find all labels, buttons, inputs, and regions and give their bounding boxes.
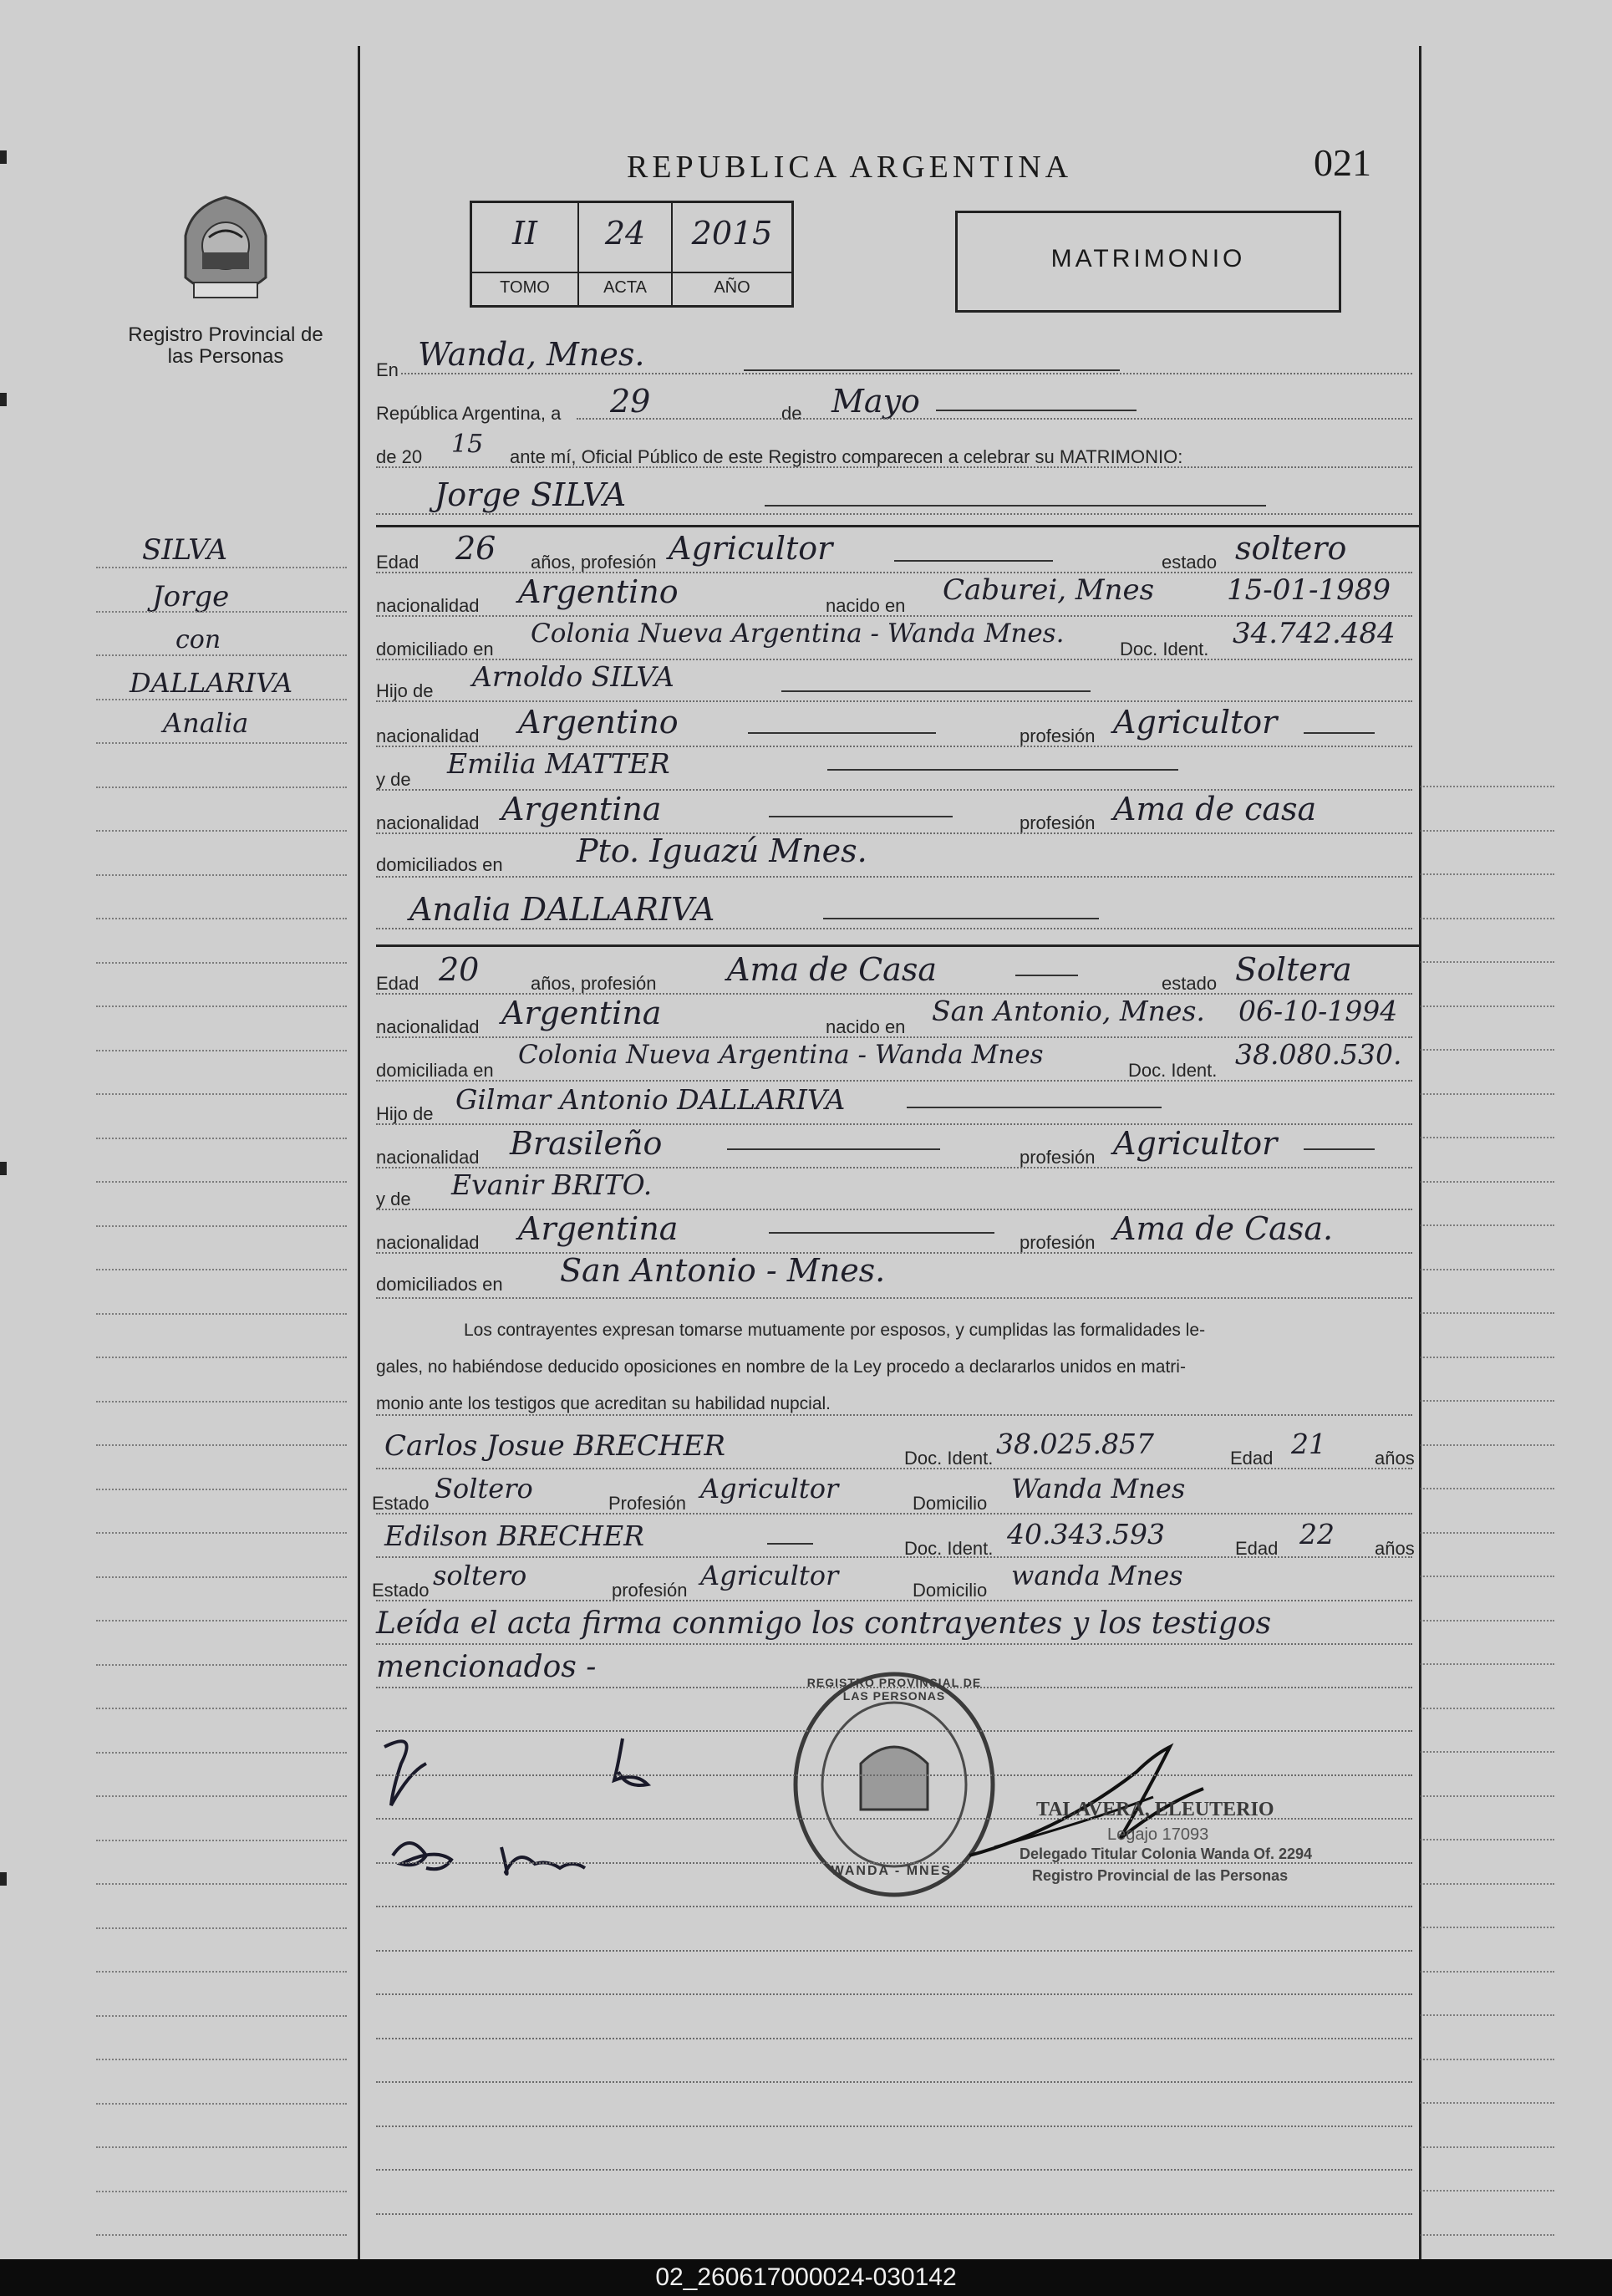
groom-padre-prof-label: profesión [1020,725,1096,746]
tomo-label: TOMO [500,278,550,297]
ruled-line [1421,1532,1554,1534]
ruled-line [96,1489,347,1490]
groom-padre: Arnoldo SILVA [472,660,674,693]
officer-legajo: Legajo 17093 [1107,1825,1209,1844]
ruled-line [96,1708,347,1709]
groom-nac-label: nacionalidad [376,595,480,616]
ante-text: ante mí, Oficial Público de este Registro comparecen a celebrar su MATRIMONIO: [510,446,1183,467]
binder-mark [0,1872,7,1886]
republica-label: República Argentina, a [376,403,562,424]
groom-doc: 34.742.484 [1233,617,1396,650]
ruled-line [376,2169,1412,2171]
groom-edad: 26 [455,530,496,567]
left-column-border [358,46,360,2261]
bride-doms-label: domiciliados en [376,1274,503,1295]
act-reference-box [470,201,794,308]
groom-doc-label: Doc. Ident. [1120,639,1209,659]
folio-number: 021 [1314,141,1371,184]
witness2-edad-label: Edad [1235,1538,1279,1559]
groom-padre-nac: Argentino [518,704,679,741]
officer-registry: Registro Provincial de las Personas [1032,1867,1289,1884]
ruled-line [1421,1049,1554,1051]
witness1-estado-label: Estado [372,1493,430,1514]
act-type-box [955,211,1341,313]
groom-padres-dom: Pto. Iguazú Mnes. [577,832,867,869]
witness2-doc: 40.343.593 [1007,1518,1165,1550]
ruled-line [96,1357,347,1358]
ruled-line [96,1795,347,1797]
ruled-line [96,2015,347,2017]
ruled-line [376,1993,1412,1995]
ruled-line [96,1093,347,1095]
ruled-line [96,787,347,788]
year-prefix: de 20 [376,446,423,467]
bride-madre-prof-label: profesión [1020,1232,1096,1253]
ruled-line [1421,2234,1554,2236]
ruled-line [96,1444,347,1446]
en-label: En [376,359,399,380]
stamp-bottom-text: WANDA - MNES. [831,1864,958,1878]
groom-edad-label: Edad [376,552,420,573]
groom-madre-nac: Argentina [501,791,662,827]
bride-padres-dom: San Antonio - Mnes. [560,1252,886,1289]
bride-doc: 38.080.530. [1235,1038,1402,1071]
ruled-line [96,1576,347,1578]
margin-name-bride: Analia [163,707,249,739]
ruled-line [96,611,347,613]
ruled-line [1421,1224,1554,1226]
bride-madre-prof: Ama de Casa. [1113,1210,1334,1247]
ruled-line [96,2191,347,2192]
witness1-edad: 21 [1291,1428,1326,1460]
ruled-line [96,1401,347,1403]
witness1-domicilio: Wanda Mnes [1011,1473,1186,1504]
groom-madre-nac-label: nacionalidad [376,812,480,833]
registry-name: Registro Provincial de las Personas [128,323,323,368]
ruled-line [1421,1093,1554,1095]
bride-doc-label: Doc. Ident. [1128,1060,1218,1081]
bride-madre-nac: Argentina [518,1210,679,1247]
ruled-line [1421,918,1554,919]
margin-surname-bride: DALLARIVA [130,667,293,699]
bride-nacionalidad: Argentina [501,995,662,1031]
bride-madre-nac-label: nacionalidad [376,1232,480,1253]
bride-edad-label: Edad [376,973,420,994]
groom-madre-prof-label: profesión [1020,812,1096,833]
ruled-line [96,1532,347,1534]
ruled-line [96,2059,347,2060]
ruled-line [1421,1971,1554,1973]
ruled-line [376,1862,1412,1864]
ruled-line [1421,2014,1554,2016]
witness2-profesion: Agricultor [700,1560,839,1591]
groom-doms-label: domiciliados en [376,854,503,875]
witness2-edad: 22 [1299,1518,1335,1550]
declaration-line-3: monio ante los testigos que acreditan su habilidad nupcial. [376,1394,831,1413]
ruled-line [96,567,347,568]
ruled-line [96,1664,347,1666]
groom-padre-prof: Agricultor [1113,704,1278,741]
ruled-line [96,742,347,744]
ruled-line [1421,1883,1554,1885]
bride-estado: Soltera [1235,951,1352,988]
groom-prof-label: años, profesión [531,552,657,573]
bride-nac-label: nacionalidad [376,1016,480,1037]
ruled-line [1421,1620,1554,1621]
ruled-line [96,1927,347,1929]
witness2-doc-label: Doc. Ident. [904,1538,994,1559]
ruled-line [1421,1576,1554,1577]
ruled-line [96,1138,347,1139]
groom-padre-nac-label: nacionalidad [376,725,480,746]
ruled-line [376,1906,1412,1907]
ruled-line [1421,1927,1554,1928]
ruled-line [96,1971,347,1973]
groom-name: Jorge SILVA [435,476,627,513]
bride-hijo-label: Hijo de [376,1103,434,1124]
ruled-line [96,1840,347,1841]
bride-madre: Evanir BRITO. [451,1168,653,1201]
witness1-profesion: Agricultor [700,1473,839,1504]
ruled-line [376,2125,1412,2127]
anio-label: AÑO [714,278,750,297]
binder-mark [0,393,7,406]
acta-value: 24 [604,215,646,252]
ruled-line [1421,873,1554,875]
ruled-line [1421,1663,1554,1665]
ruled-line [96,918,347,919]
ruled-line [1421,1751,1554,1753]
ruled-line [96,874,347,876]
ruled-line [96,699,347,700]
officer-title: Delegado Titular Colonia Wanda Of. 2294 [1020,1845,1313,1862]
ruled-line [1421,1005,1554,1007]
witness2-anos-label: años [1375,1538,1415,1559]
witness1-estado: Soltero [435,1473,533,1504]
bride-yde-label: y de [376,1189,411,1209]
groom-nacido-label: nacido en [826,595,906,616]
bride-padre-prof: Agricultor [1113,1125,1278,1162]
witness1-dom-label: Domicilio [913,1493,988,1514]
ruled-line [96,1050,347,1051]
tomo-value: II [511,215,538,252]
bride-estado-label: estado [1162,973,1218,994]
witness2-estado: soltero [433,1560,527,1591]
ruled-line [1421,1488,1554,1489]
witness2-dom-label: Domicilio [913,1580,988,1601]
groom-estado: soltero [1235,530,1347,567]
bride-dom-label: domiciliada en [376,1060,494,1081]
groom-dom-label: domiciliado en [376,639,494,659]
ruled-line [1421,830,1554,832]
ruled-line [376,1730,1412,1732]
document-id-footer: 02_260617000024-030142 [0,2259,1612,2296]
declaration-line-2: gales, no habiéndose deducido oposiciones en nombre de la Ley procedo a declararlos unidos en matri- [376,1357,1186,1377]
groom-domicilio: Colonia Nueva Argentina - Wanda Mnes. [531,619,1065,649]
ruled-line [96,1181,347,1183]
ruled-line [376,1950,1412,1952]
groom-nacionalidad: Argentino [518,573,679,610]
bride-nacido-label: nacido en [826,1016,906,1037]
closing-line-2: mencionados - [376,1650,597,1684]
bride-name: Analia DALLARIVA [409,891,715,928]
witness1-anos-label: años [1375,1448,1415,1469]
groom-nacido: Caburei, Mnes [943,573,1155,607]
ruled-line [96,1313,347,1315]
ruled-line [376,2213,1412,2215]
closing-line-1: Leída el acta firma conmigo los contrayentes y los testigos [376,1606,1272,1641]
officer-name: TALAVERA, ELEUTERIO [1036,1799,1274,1820]
ruled-line [96,2234,347,2236]
ruled-line [96,2146,347,2148]
witness2-name: Edilson BRECHER [384,1520,645,1552]
ruled-line [1421,1400,1554,1402]
margin-con: con [175,625,221,654]
anio-value: 2015 [691,215,773,252]
groom-madre: Emilia MATTER [447,747,670,780]
witness1-name: Carlos Josue BRECHER [384,1429,725,1463]
de-label: de [781,403,802,424]
bride-padre-prof-label: profesión [1020,1147,1096,1168]
witness1-prof-label: Profesión [608,1493,686,1514]
witness1-edad-label: Edad [1230,1448,1274,1469]
provincial-seal-icon [175,194,276,311]
ruled-line [376,2038,1412,2039]
ruled-line [96,1225,347,1227]
ruled-line [1421,2146,1554,2148]
ruled-line [1421,1795,1554,1797]
ruled-line [1421,2102,1554,2104]
bride-nacido: San Antonio, Mnes. [932,995,1205,1027]
groom-hijo-label: Hijo de [376,680,434,701]
year-suffix: 15 [451,430,484,459]
binder-mark [0,1162,7,1175]
ruled-line [1421,1357,1554,1358]
ruled-line [96,1752,347,1754]
ruled-line [96,2103,347,2105]
ruled-line [1421,961,1554,963]
place-value: Wanda, Mnes. [418,336,645,373]
margin-surname-groom: SILVA [142,533,228,567]
witness2-prof-label: profesión [612,1580,688,1601]
act-type: MATRIMONIO [1050,245,1246,272]
ruled-line [96,654,347,656]
ruled-line [96,1005,347,1007]
bride-domicilio: Colonia Nueva Argentina - Wanda Mnes [518,1040,1044,1070]
witness2-estado-label: Estado [372,1580,430,1601]
ruled-line [1421,2190,1554,2192]
ruled-line [1421,786,1554,787]
ruled-line [1421,2059,1554,2060]
declaration-line-1: Los contrayentes expresan tomarse mutuamente por esposos, y cumplidas las formalidades le- [464,1321,1206,1340]
bride-padre: Gilmar Antonio DALLARIVA [455,1083,846,1116]
bride-edad: 20 [439,951,480,988]
groom-fecha-nac: 15-01-1989 [1227,573,1391,607]
day-value: 29 [610,383,651,420]
groom-estado-label: estado [1162,552,1218,573]
stamp-ring-text: REGISTRO PROVINCIAL DE LAS PERSONAS [806,1676,982,1703]
ruled-line [96,1883,347,1885]
ruled-line [1421,1839,1554,1840]
groom-madre-prof: Ama de casa [1113,791,1317,827]
ruled-line [1421,1444,1554,1446]
ruled-line [376,2081,1412,2083]
signatures-icon [368,1713,669,1897]
ruled-line [96,1620,347,1621]
acta-label: ACTA [603,278,647,297]
groom-yde-label: y de [376,769,411,790]
bride-fecha-nac: 06-10-1994 [1238,995,1398,1027]
witness2-domicilio: wanda Mnes [1011,1560,1183,1591]
bride-padre-nac-label: nacionalidad [376,1147,480,1168]
ruled-line [96,830,347,832]
margin-name-groom: Jorge [152,580,230,613]
bride-padre-nac: Brasileño [510,1125,663,1162]
witness1-doc: 38.025.857 [996,1428,1154,1460]
ruled-line [1421,1181,1554,1183]
bride-profesion: Ama de Casa [727,951,937,988]
ruled-line [96,962,347,964]
binder-mark [0,150,7,164]
ruled-line [1421,1269,1554,1270]
ruled-line [1421,1708,1554,1709]
ruled-line [96,1269,347,1270]
ruled-line [376,1774,1412,1776]
month-value: Mayo [831,383,920,420]
witness1-doc-label: Doc. Ident. [904,1448,994,1469]
ruled-line [1421,1312,1554,1314]
ruled-line [1421,1137,1554,1138]
ruled-line [376,1818,1412,1820]
groom-profesion: Agricultor [669,530,833,567]
right-column-border [1419,46,1421,2261]
country-heading: REPUBLICA ARGENTINA [627,150,1073,185]
bride-prof-label: años, profesión [531,973,657,994]
